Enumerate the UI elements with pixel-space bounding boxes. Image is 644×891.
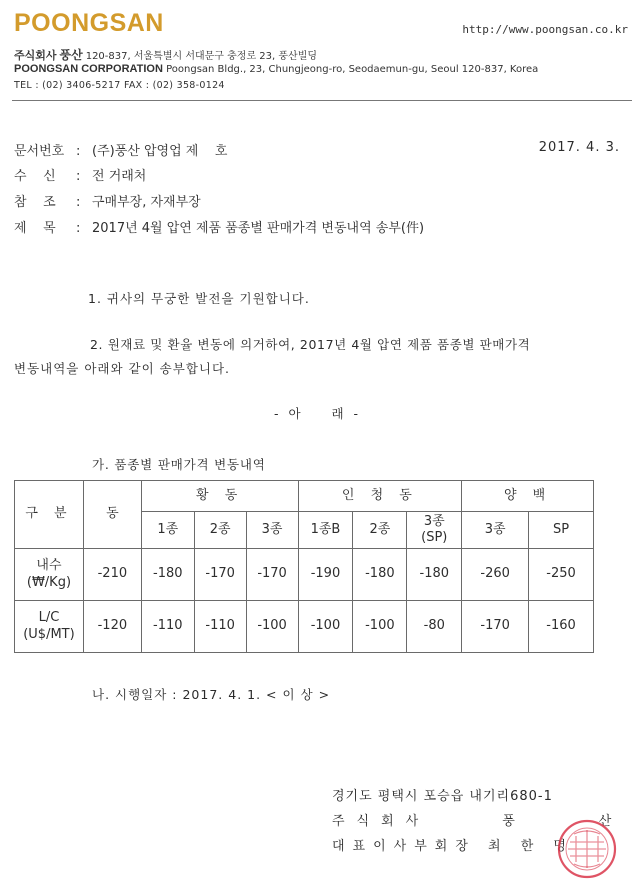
signature-address: 경기도 평택시 포승읍 내기리680-1 bbox=[332, 789, 553, 804]
row-header-domestic bbox=[15, 549, 84, 601]
sub-header-line-1: 3종 bbox=[423, 513, 445, 529]
paragraph-2-line-1: 2. 원재료 및 환율 변동에 의거하여, 2017년 4월 압연 제품 품종별 판매가격 bbox=[90, 337, 531, 352]
doc-number-label: 문서번호 bbox=[14, 144, 65, 159]
table-cell: -100 bbox=[298, 601, 353, 653]
doc-number-row: 문서번호 : (주)풍산 압영업 제 호 bbox=[14, 140, 227, 159]
paragraph-2-line-2: 변동내역을 아래와 같이 송부합니다. bbox=[14, 361, 231, 376]
company-logo: POONGSAN bbox=[14, 9, 164, 37]
section-b-effective-date: 나. 시행일자 : 2017. 4. 1. < 이 상 > bbox=[92, 687, 331, 702]
sub-header: 1종B bbox=[298, 512, 353, 549]
doc-number-value: (주)풍산 압영업 제 호 bbox=[92, 144, 228, 159]
group-header-nickel-silver: 양 백 bbox=[462, 481, 594, 512]
table-row-lc bbox=[15, 601, 594, 653]
table-cell: -120 bbox=[83, 601, 141, 653]
table-cell: -110 bbox=[141, 601, 194, 653]
group-header-phosphor-bronze: 인 청 동 bbox=[298, 481, 462, 512]
sub-header: 3종 bbox=[246, 512, 298, 549]
signature-company-c: 산 bbox=[598, 814, 624, 829]
table-header-row-1 bbox=[15, 481, 594, 512]
col-header-category: 구 분 bbox=[15, 481, 84, 549]
table-cell: -170 bbox=[194, 549, 246, 601]
sub-header bbox=[407, 512, 462, 549]
address-kr: 120-837, 서울특별시 서대문구 충정로 23, 풍산빌딩 bbox=[85, 51, 318, 62]
row-header-line-2: (₩/Kg) bbox=[26, 574, 72, 590]
table-cell: -180 bbox=[141, 549, 194, 601]
document-date: 2017. 4. 3. bbox=[538, 140, 620, 155]
signature-company-b: 풍 bbox=[502, 814, 527, 829]
table-cell: -100 bbox=[353, 601, 407, 653]
table-cell: -100 bbox=[246, 601, 298, 653]
tel-fax: TEL : (02) 3406-5217 FAX : (02) 358-0124 bbox=[14, 80, 225, 91]
sub-header: SP bbox=[529, 512, 594, 549]
price-change-table bbox=[14, 480, 594, 653]
table-cell: -110 bbox=[194, 601, 246, 653]
table-cell: -170 bbox=[246, 549, 298, 601]
reference-value: 구매부장, 자재부장 bbox=[92, 195, 201, 210]
reference-label: 참 조 bbox=[14, 195, 56, 210]
table-cell: -250 bbox=[529, 549, 594, 601]
company-prefix: 주식회사 bbox=[14, 49, 57, 62]
table-cell: -170 bbox=[462, 601, 529, 653]
address-korean-line bbox=[14, 46, 317, 63]
sub-header: 3종 bbox=[462, 512, 529, 549]
subject-label: 제 목 bbox=[14, 221, 56, 236]
table-cell: -210 bbox=[83, 549, 141, 601]
company-url: http://www.poongsan.co.kr bbox=[462, 23, 628, 36]
subject-value: 2017년 4월 압연 제품 품종별 판매가격 변동내역 송부(件) bbox=[92, 221, 425, 236]
letterhead-divider bbox=[12, 100, 632, 101]
row-header-line-1: L/C bbox=[38, 610, 60, 626]
row-header-lc bbox=[15, 601, 84, 653]
table-cell: -180 bbox=[353, 549, 407, 601]
sub-header-line-2: (SP) bbox=[421, 530, 448, 545]
recipient-value: 전 거래처 bbox=[92, 169, 147, 184]
recipient-row: 수 신 : 전 거래처 bbox=[14, 165, 146, 184]
table-cell: -180 bbox=[407, 549, 462, 601]
col-header-copper: 동 bbox=[83, 481, 141, 549]
company-seal-stamp bbox=[556, 818, 618, 880]
section-a-heading: 가. 품종별 판매가격 변동내역 bbox=[92, 457, 266, 472]
sub-header: 1종 bbox=[141, 512, 194, 549]
row-header-line-1: 내수 bbox=[36, 558, 62, 574]
sub-header: 2종 bbox=[194, 512, 246, 549]
below-heading: - 아 래 - bbox=[274, 406, 362, 421]
company-name-kr: 풍산 bbox=[59, 48, 83, 62]
row-header-line-2: (U$/MT) bbox=[23, 626, 75, 642]
sub-header: 2종 bbox=[353, 512, 407, 549]
table-cell: -190 bbox=[298, 549, 353, 601]
group-header-brass: 황 동 bbox=[141, 481, 298, 512]
paragraph-1: 1. 귀사의 무궁한 발전을 기원합니다. bbox=[88, 291, 310, 306]
signature-title: 대표이사부회장 최 한 명 bbox=[332, 839, 574, 854]
subject-row: 제 목 : 2017년 4월 압연 제품 품종별 판매가격 변동내역 송부(件) bbox=[14, 217, 424, 236]
table-cell: -260 bbox=[462, 549, 529, 601]
table-row-domestic bbox=[15, 549, 594, 601]
reference-row: 참 조 : 구매부장, 자재부장 bbox=[14, 191, 201, 210]
table-cell: -160 bbox=[529, 601, 594, 653]
company-name-en: POONGSAN CORPORATION bbox=[14, 63, 163, 75]
recipient-label: 수 신 bbox=[14, 169, 56, 184]
address-english-line bbox=[14, 63, 538, 75]
address-en: Poongsan Bldg., 23, Chungjeong-ro, Seodaemun-gu, Seoul 120-837, Korea bbox=[166, 64, 539, 75]
signature-company-a: 주식회사 bbox=[332, 814, 431, 829]
table-cell: -80 bbox=[407, 601, 462, 653]
